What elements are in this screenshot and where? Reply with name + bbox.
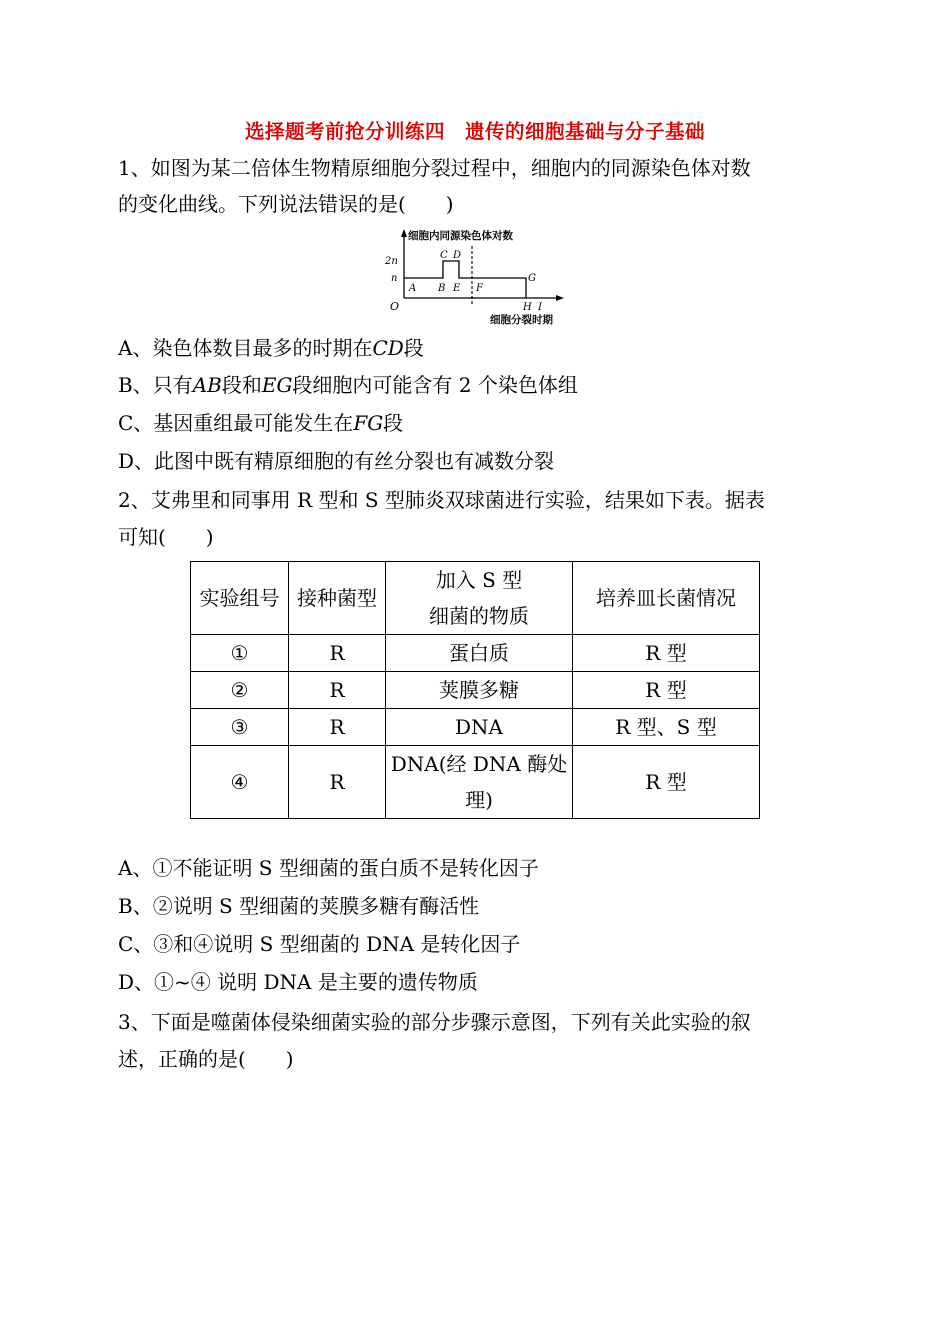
q1-option-d: D、此图中既有精原细胞的有丝分裂也有减数分裂 — [118, 449, 555, 473]
q2-stem-line2: 可知( ) — [118, 525, 214, 549]
q2-option-d: D、①~④ 说明 DNA 是主要的遗传物质 — [118, 970, 478, 994]
q1-figure — [380, 226, 570, 326]
table-row: ① R 蛋白质 R 型 — [191, 635, 760, 672]
tick-2n: 2n — [385, 256, 398, 267]
q2-option-b: B、②说明 S 型细菌的荚膜多糖有酶活性 — [118, 894, 480, 918]
q1-option-c: C、基因重组最可能发生在FG段 — [118, 411, 404, 435]
point-B: B — [438, 283, 446, 294]
point-G: G — [528, 273, 536, 284]
point-E: E — [453, 283, 461, 294]
header-strain: 接种菌型 — [289, 562, 386, 635]
q1-stem-line2: 的变化曲线。下列说法错误的是( ) — [118, 192, 454, 216]
point-H: H — [523, 302, 532, 313]
q2-option-a: A、①不能证明 S 型细菌的蛋白质不是转化因子 — [118, 856, 539, 880]
y-axis-arrow — [401, 229, 407, 237]
q1-curve — [404, 261, 526, 298]
page-title: 选择题考前抢分训练四 遗传的细胞基础与分子基础 — [244, 120, 705, 143]
table-row: ④ R DNA(经 DNA 酶处 理) R 型 — [191, 746, 760, 819]
header-group-no: 实验组号 — [191, 562, 289, 635]
q1-option-a: A、染色体数目最多的时期在CD段 — [118, 336, 424, 360]
q1-figure-ylabel: 细胞内同源染色体对数 — [408, 230, 513, 242]
point-D: D — [453, 250, 462, 261]
q2-option-c: C、③和④说明 S 型细菌的 DNA 是转化因子 — [118, 932, 521, 956]
q3-stem-line1: 3、下面是噬菌体侵染细菌实验的部分步骤示意图，下列有关此实验的叙 — [118, 1010, 751, 1034]
q1-stem-line1: 1、如图为某二倍体生物精原细胞分裂过程中，细胞内的同源染色体对数 — [118, 156, 751, 180]
table-row: ② R 荚膜多糖 R 型 — [191, 672, 760, 709]
x-axis-arrow — [556, 295, 564, 301]
q2-experiment-table — [190, 561, 760, 819]
point-C: C — [440, 250, 448, 261]
table-row: ③ R DNA R 型、S 型 — [191, 709, 760, 746]
table-header-row — [191, 562, 760, 635]
q3-stem-line2: 述，正确的是( ) — [118, 1047, 294, 1071]
header-substance: 加入 S 型 细菌的物质 — [386, 562, 573, 635]
q1-figure-xlabel: 细胞分裂时期 — [490, 314, 553, 326]
point-A: A — [409, 283, 417, 294]
point-F: F — [476, 283, 483, 294]
tick-n: n — [391, 273, 398, 284]
q2-stem-line1: 2、艾弗里和同事用 R 型和 S 型肺炎双球菌进行实验，结果如下表。据表 — [118, 488, 765, 512]
point-I: I — [538, 302, 542, 313]
origin-label: O — [390, 300, 400, 313]
header-result: 培养皿长菌情况 — [573, 562, 760, 635]
q1-option-b: B、只有AB段和EG段细胞内可能含有 2 个染色体组 — [118, 373, 578, 397]
